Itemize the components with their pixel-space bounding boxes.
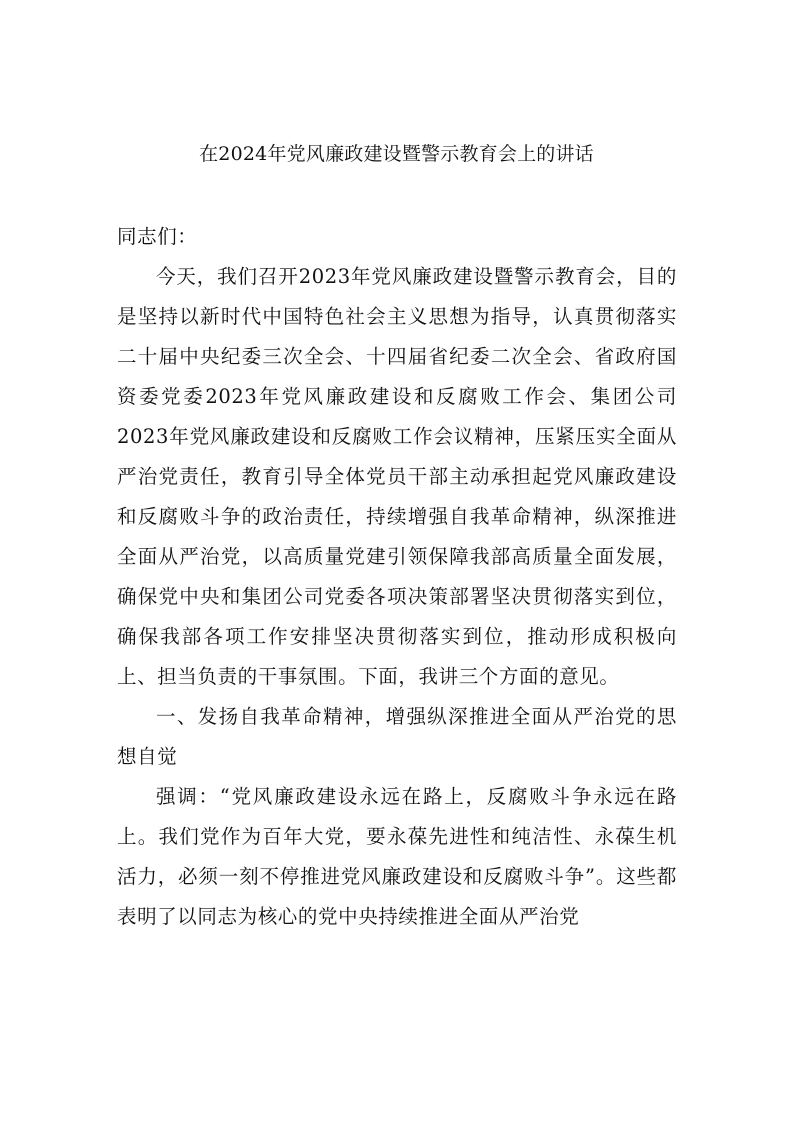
document-title: 在2024年党风廉政建设暨警示教育会上的讲话 <box>199 143 594 165</box>
paragraph-quote: 强调：“党风廉政建设永远在路上，反腐败斗争永远在路上。我们党作为百年大党，要永葆先进性和纯洁性、永葆生机活力，必须一刻不停推进党风廉政建设和反腐败斗争”。这些都表明了以同志为核心的党中央持续推进全面从严治党 <box>117 785 677 928</box>
salutation: 同志们： <box>117 225 198 248</box>
paragraph-intro: 今天，我们召开2023年党风廉政建设暨警示教育会，目的是坚持以新时代中国特色社会主义思想为指导，认真贯彻落实二十届中央纪委三次全会、十四届省纪委二次全会、省政府国资委党委2023年党风廉政建设和反腐败工作会、集团公司2023年党风廉政建设和反腐败工作会议精神，压紧压实全面从严治党责任，教育引导全体党员干部主动承担起党风廉政建设和反腐败斗争的政治责任，持续增强自我革命精神，纵深推进全面从严治党，以高质量党建引领保障我部高质量全面发展，确保党中央和集团公司党委各项决策部署坚决贯彻落实到位，确保我部各项工作安排坚决贯彻落实到位，推动形成积极向上、担当负责的干事氛围。下面，我讲三个方面的意见。 <box>117 265 677 688</box>
document-body <box>117 217 677 937</box>
section-heading-1: 一、发扬自我革命精神，增强纵深推进全面从严治党的思想自觉 <box>117 705 677 768</box>
